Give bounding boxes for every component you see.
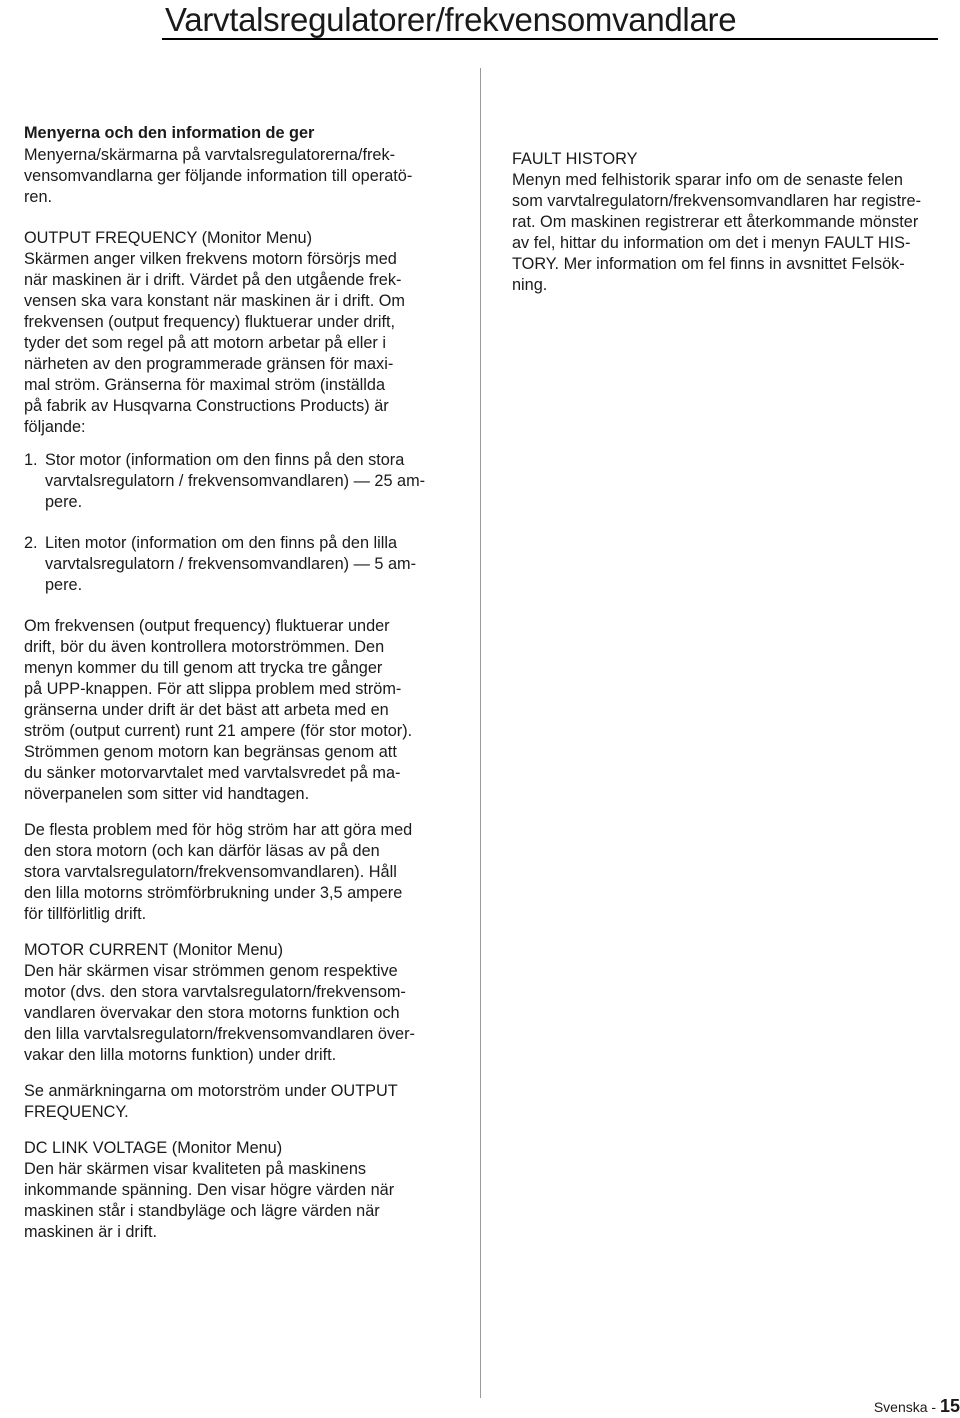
title-rule xyxy=(162,38,938,40)
list-number: 1. xyxy=(24,451,38,469)
right-column xyxy=(512,149,952,296)
list-text: Stor motor (information om den finns på den stora varvtalsregulatorn / frekvensomvandlaren) — 25 am- pere. xyxy=(45,451,426,511)
section-heading: Menyerna och den information de ger xyxy=(24,124,315,142)
list-item xyxy=(24,533,474,596)
motor-current-paragraph: MOTOR CURRENT (Monitor Menu) Den här skärmen visar strömmen genom respektive motor (dvs. den stora varvtalsregulatorn/frekvensom- vandlaren övervakar den stora motorns funktion och den lilla varvtalsregulatorn/frekvensomvandlaren över- vakar den lilla motorns funktion) under drift. xyxy=(24,941,415,1064)
page-number: 15 xyxy=(939,1396,960,1416)
footer-language: Svenska - xyxy=(873,1399,937,1415)
intro-paragraph: Menyerna/skärmarna på varvtalsregulatorerna/frek- vensomvandlarna ger följande information till operatö- ren. xyxy=(24,146,413,206)
high-current-paragraph: De flesta problem med för hög ström har att göra med den stora motorn (och kan därför läsas av på den stora varvtalsregulatorn/frekvensomvandlaren). Håll den lilla motorns strömförbrukning under 3,5 ampere för tillförlitlig drift. xyxy=(24,821,413,923)
list-number: 2. xyxy=(24,534,38,552)
list-item xyxy=(24,450,474,513)
see-notes-paragraph: Se anmärkningarna om motorström under OUTPUT FREQUENCY. xyxy=(24,1082,398,1121)
fault-history-paragraph: FAULT HISTORY Menyn med felhistorik sparar info om de senaste felen som varvtalregulatorn/frekvensomvandlaren har registre- rat. Om maskinen registrerar ett återkommande mönster av fel, hittar du information om det i menyn FAULT HIS- TORY. Mer information om fel finns in avsnittet Felsök- ning. xyxy=(512,150,922,294)
fluctuation-paragraph: Om frekvensen (output frequency) fluktuerar under drift, bör du även kontrollera motorströmmen. Den menyn kommer du till genom att trycka tre gånger på UPP-knappen. För att slippa problem med ström- gränserna under drift är det bäst att arbeta med en ström (output current) runt 21 ampere (för stor motor). Strömmen genom motorn kan begränsas genom att du sänker motorvarvtalet med varvtalsvredet på ma- növerpanelen som sitter vid handtagen. xyxy=(24,617,413,803)
dc-link-voltage-paragraph: DC LINK VOLTAGE (Monitor Menu) Den här skärmen visar kvaliteten på maskinens inkommande spänning. Den visar högre värden när maskinen står i standbyläge och lägre värden när maskinen är i drift. xyxy=(24,1139,395,1241)
column-divider xyxy=(480,68,481,1398)
output-frequency-paragraph: OUTPUT FREQUENCY (Monitor Menu) Skärmen anger vilken frekvens motorn försörjs med när maskinen är i drift. Värdet på den utgående frek- vensen ska vara konstant när maskinen är i drift. Om frekvensen (output frequency) fluktuerar under drift, tyder det som regel på att motorn arbetar på eller i närheten av den programmerade gränsen för maxi- mal ström. Gränserna för maximal ström (inställda på fabrik av Husqvarna Constructions Products) är följande: xyxy=(24,229,405,436)
left-column xyxy=(24,123,474,1243)
page-title: Varvtalsregulatorer/frekvensomvandlare xyxy=(165,1,737,38)
list-text: Liten motor (information om den finns på den lilla varvtalsregulatorn / frekvensomvandlaren) — 5 am- pere. xyxy=(45,534,417,594)
